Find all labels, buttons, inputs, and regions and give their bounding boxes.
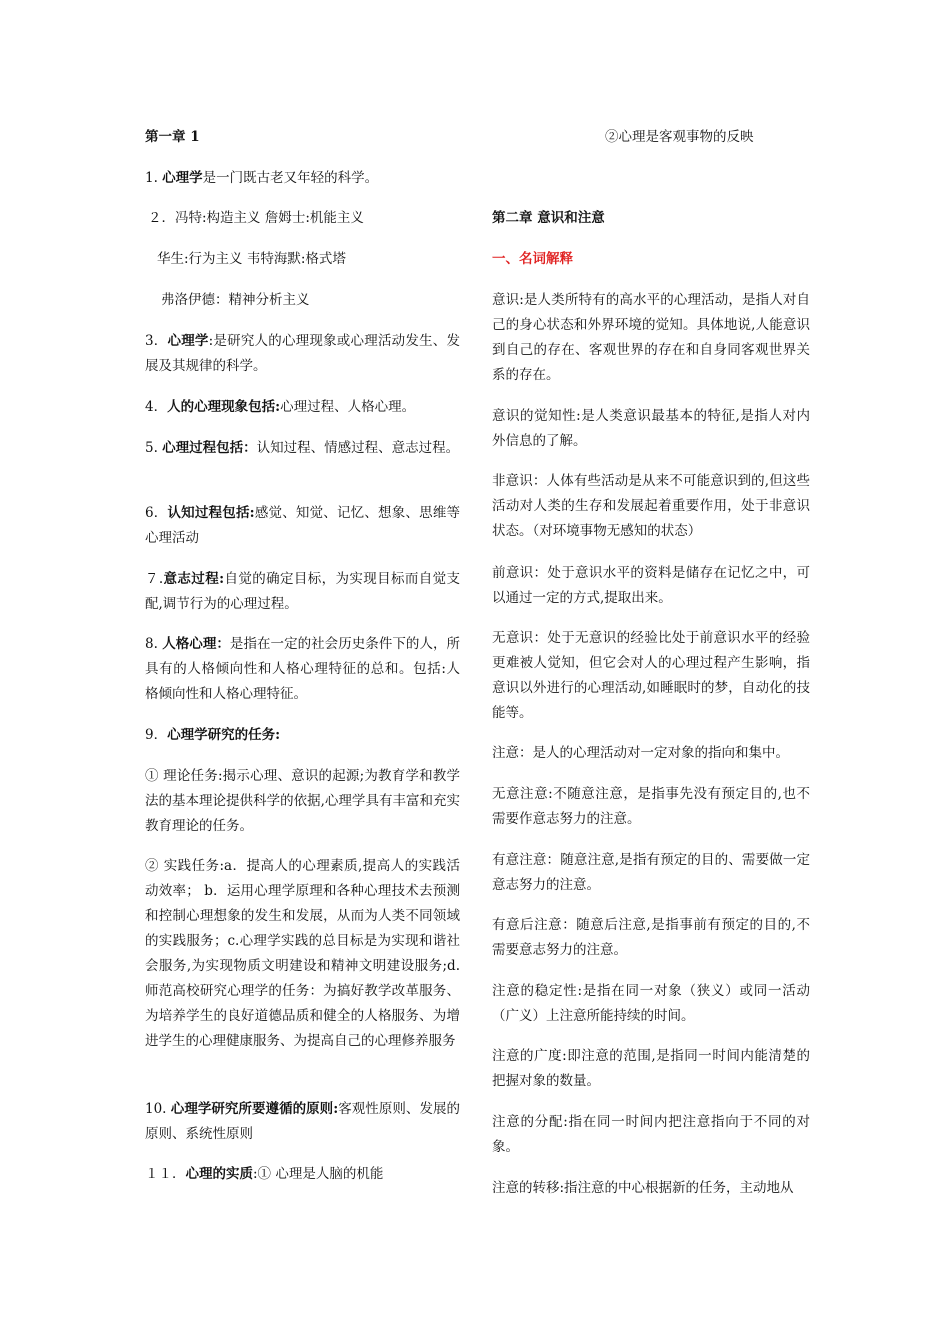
paragraph-5: 5. 心理过程包括：认知过程、情感过程、意志过程。: [145, 440, 460, 456]
paragraph-11: １１．心理的实质:① 心理是人脑的机能: [145, 1166, 384, 1182]
paragraph-2-line-3: 弗洛伊德：精神分析主义: [161, 292, 310, 308]
paragraph-9-theory-task: ① 理论任务:揭示心理、意识的起源;为教育学和教学法的基本理论提供科学的依据,心理学具有丰富和充实教育理论的任务。: [145, 768, 460, 834]
definition-unconscious: 无意识：处于无意识的经验比处于前意识水平的经验更难被人觉知，但它会对人的心理过程产生影响，指意识以外进行的心理活动,如睡眠时的梦，自动化的技能等。: [492, 630, 810, 721]
definition-post-voluntary-attention: 有意后注意：随意后注意,是指事前有预定的目的,不需要意志努力的注意。: [492, 917, 810, 958]
chapter-1-heading: 第一章 1: [145, 129, 200, 145]
paragraph-6: 6．认知过程包括:感觉、知觉、记忆、想象、思维等心理活动: [145, 505, 461, 546]
paragraph-7: ７.意志过程:自觉的确定目标，为实现目标而自觉支配,调节行为的心理过程。: [145, 571, 461, 612]
definition-attention-distribution: 注意的分配:指在同一时间内把注意指向于不同的对象。: [492, 1114, 810, 1155]
paragraph-9-heading: 9．心理学研究的任务:: [145, 727, 281, 743]
definition-attention: 注意：是人的心理活动对一定对象的指向和集中。: [492, 745, 789, 761]
paragraph-2-line-2: 华生:行为主义 韦特海默:格式塔: [157, 251, 346, 267]
paragraph-2-line-1: ２．冯特:构造主义 詹姆士:机能主义: [148, 210, 364, 226]
definition-preconscious: 前意识：处于意识水平的资料是储存在记忆之中，可以通过一定的方式,提取出来。: [492, 565, 810, 606]
paragraph-8: 8. 人格心理：是指在一定的社会历史条件下的人，所具有的人格倾向性和人格心理特征的总和。包括:人格倾向性和人格心理特征。: [145, 636, 461, 702]
definition-involuntary-attention: 无意注意:不随意注意，是指事先没有预定目的,也不需要作意志努力的注意。: [492, 786, 810, 827]
paragraph-10: 10. 心理学研究所要遵循的原则:客观性原则、发展的原则、系统性原则: [145, 1101, 461, 1142]
paragraph-11-continued: ②心理是客观事物的反映: [605, 129, 754, 145]
definition-voluntary-attention: 有意注意：随意注意,是指有预定的目的、需要做一定意志努力的注意。: [492, 852, 810, 893]
definition-attention-stability: 注意的稳定性:是指在同一对象（狭义）或同一活动（广义）上注意所能持续的时间。: [492, 983, 810, 1024]
paragraph-9-practice-task: ② 实践任务:a．提高人的心理素质,提高人的实践活动效率； b．运用心理学原理和各种心理技术去预测和控制心理想象的发生和发展，从而为人类不同领域的实践服务；c.心理学实践的总目标是为实现和谐社会服务,为实现物质文明建设和精神文明建设服务;d.师范高校研究心理学的任务：为搞好教学改革服务、为培养学生的良好道德品质和健全的人格服务、为增进学生的心理健康服务、为提高自己的心理修养服务: [145, 858, 460, 1049]
paragraph-4: 4．人的心理现象包括:心理过程、人格心理。: [145, 399, 416, 415]
section-heading-definitions: 一、名词解释: [492, 251, 573, 267]
paragraph-3: 3．心理学:是研究人的心理现象或心理活动发生、发展及其规律的科学。: [145, 333, 460, 374]
paragraph-1: 1. 心理学是一门既古老又年轻的科学。: [145, 170, 379, 186]
definition-attention-shift: 注意的转移:指注意的中心根据新的任务，主动地从: [492, 1180, 794, 1196]
definition-consciousness: 意识:是人类所特有的高水平的心理活动，是指人对自己的身心状态和外界环境的觉知。具体地说,人能意识到自己的存在、客观世界的存在和自身同客观世界关系的存在。: [492, 292, 810, 383]
chapter-2-heading: 第二章 意识和注意: [492, 210, 605, 226]
definition-attention-span: 注意的广度:即注意的范围,是指同一时间内能清楚的把握对象的数量。: [492, 1048, 810, 1089]
definition-awareness: 意识的觉知性:是人类意识最基本的特征,是指人对内外信息的了解。: [492, 408, 810, 449]
definition-non-consciousness: 非意识：人体有些活动是从来不可能意识到的,但这些活动对人类的生存和发展起着重要作用，处于非意识状态。（对环境事物无感知的状态）: [492, 473, 810, 539]
